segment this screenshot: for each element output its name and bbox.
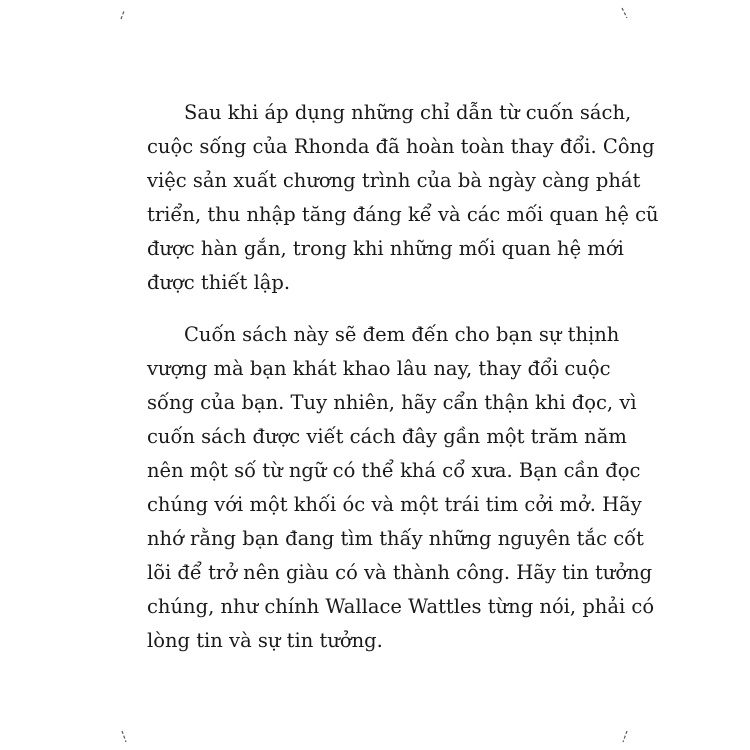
text-line: lòng tin và sự tin tưởng. (147, 629, 383, 652)
text-line: chúng với một khối óc và một trái tim cởi mở. Hãy (147, 493, 642, 516)
corner-mark-top-left (118, 6, 132, 20)
text-line: triển, thu nhập tăng đáng kể và các mối quan hệ cũ (147, 203, 659, 226)
corner-mark-bottom-left (118, 730, 132, 744)
text-line: chúng, như chính Wallace Wattles từng nói, phải có (147, 595, 655, 618)
text-line: Cuốn sách này sẽ đem đến cho bạn sự thịnh (184, 323, 620, 346)
text-line: sống của bạn. Tuy nhiên, hãy cẩn thận khi đọc, vì (147, 391, 637, 414)
text-line: việc sản xuất chương trình của bà ngày càng phát (147, 169, 641, 192)
text-line: được hàn gắn, trong khi những mối quan hệ mới (147, 237, 624, 260)
text-line: nên một số từ ngữ có thể khá cổ xưa. Bạn cần đọc (147, 459, 641, 482)
body-text (147, 96, 659, 658)
text-line: được thiết lập. (147, 271, 291, 294)
corner-mark-top-right (618, 6, 632, 20)
text-line: lõi để trở nên giàu có và thành công. Hãy tin tưởng (147, 561, 653, 584)
text-line: Sau khi áp dụng những chỉ dẫn từ cuốn sách, (184, 101, 632, 124)
text-line: vượng mà bạn khát khao lâu nay, thay đổi cuộc (147, 357, 611, 380)
corner-mark-bottom-right (618, 730, 632, 744)
text-line: cuộc sống của Rhonda đã hoàn toàn thay đổi. Công (147, 135, 655, 158)
paragraph-1 (147, 96, 659, 300)
paragraph-2 (147, 318, 655, 658)
text-line: cuốn sách được viết cách đây gần một trăm năm (147, 425, 627, 448)
text-line: nhớ rằng bạn đang tìm thấy những nguyên tắc cốt (147, 527, 644, 550)
